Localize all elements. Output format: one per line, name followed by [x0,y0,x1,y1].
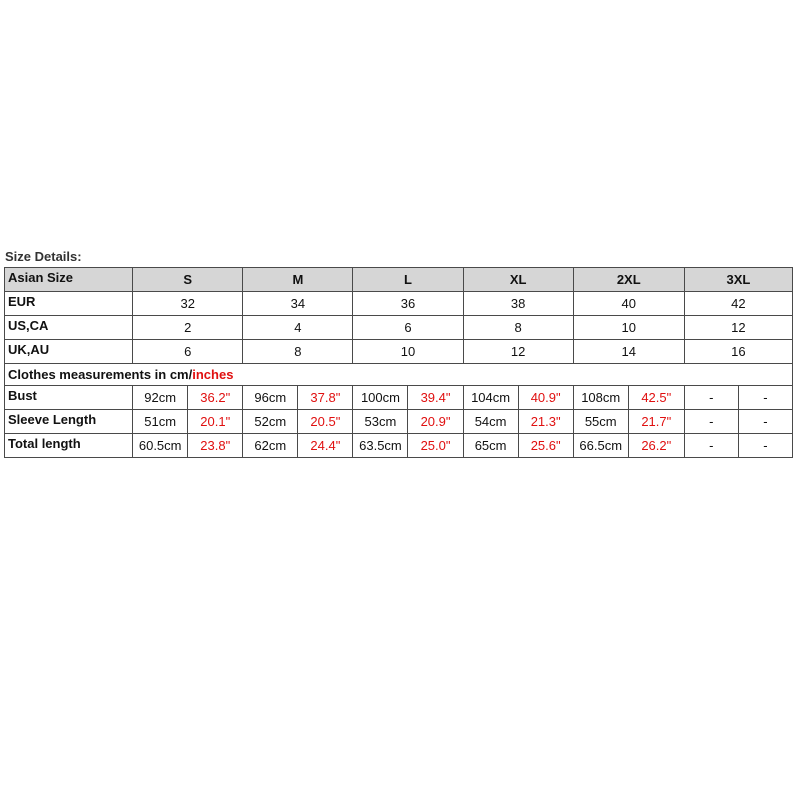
table-cell: 38 [463,292,573,316]
cm-cell: 100cm [353,386,408,410]
table-cell: 2 [133,316,243,340]
cm-cell: 92cm [133,386,188,410]
size-header-s: S [133,268,243,292]
row-label: EUR [5,292,133,316]
inch-cell: 36.2" [188,386,243,410]
row-label: Sleeve Length [5,410,133,434]
table-cell: 8 [463,316,573,340]
inch-cell: 37.8" [298,386,353,410]
table-cell: 14 [573,340,684,364]
table-cell: 34 [243,292,353,316]
cm-cell: 51cm [133,410,188,434]
table-cell: 4 [243,316,353,340]
inch-cell: - [738,386,792,410]
table-cell: 6 [353,316,463,340]
cm-cell: 53cm [353,410,408,434]
cm-cell: 63.5cm [353,434,408,458]
size-header-m: M [243,268,353,292]
inch-cell: 39.4" [408,386,463,410]
inch-cell: 21.3" [518,410,573,434]
cm-cell: 108cm [573,386,628,410]
table-cell: 16 [684,340,792,364]
table-row-eur [5,292,793,316]
cm-cell: 54cm [463,410,518,434]
table-row-us-ca [5,316,793,340]
table-cell: 8 [243,340,353,364]
measurements-heading-prefix: Clothes measurements in cm/ [8,367,193,382]
row-label: Total length [5,434,133,458]
measurements-heading-row [5,364,793,386]
size-header-l: L [353,268,463,292]
table-cell: 32 [133,292,243,316]
inch-cell: 20.9" [408,410,463,434]
size-header-xl: XL [463,268,573,292]
row-label: US,CA [5,316,133,340]
inch-cell: 25.0" [408,434,463,458]
cm-cell: 62cm [243,434,298,458]
cm-cell: 52cm [243,410,298,434]
cm-cell: 55cm [573,410,628,434]
table-cell: 12 [684,316,792,340]
table-row-uk-au [5,340,793,364]
table-row-bust [5,386,793,410]
header-row [5,268,793,292]
cm-cell: - [684,386,738,410]
cm-cell: - [684,434,738,458]
table-row-total-length [5,434,793,458]
cm-cell: 60.5cm [133,434,188,458]
cm-cell: 104cm [463,386,518,410]
size-header-2xl: 2XL [573,268,684,292]
inch-cell: 23.8" [188,434,243,458]
header-label: Asian Size [5,268,133,292]
row-label: Bust [5,386,133,410]
measurements-heading [5,364,793,386]
inch-cell: 42.5" [628,386,684,410]
table-cell: 10 [573,316,684,340]
table-cell: 42 [684,292,792,316]
cm-cell: 65cm [463,434,518,458]
row-label: UK,AU [5,340,133,364]
cm-cell: - [684,410,738,434]
cm-cell: 66.5cm [573,434,628,458]
table-cell: 36 [353,292,463,316]
inch-cell: 24.4" [298,434,353,458]
table-cell: 12 [463,340,573,364]
table-row-sleeve-length [5,410,793,434]
inch-cell: 20.5" [298,410,353,434]
table-cell: 10 [353,340,463,364]
inch-cell: 21.7" [628,410,684,434]
table-cell: 6 [133,340,243,364]
inch-cell: - [738,434,792,458]
measurements-heading-inches: inches [192,367,234,382]
cm-cell: 96cm [243,386,298,410]
page-title: Size Details: [5,249,82,264]
size-header-3xl: 3XL [684,268,792,292]
inch-cell: 40.9" [518,386,573,410]
inch-cell: 20.1" [188,410,243,434]
inch-cell: 26.2" [628,434,684,458]
inch-cell: - [738,410,792,434]
table-cell: 40 [573,292,684,316]
size-chart-table [4,267,793,458]
inch-cell: 25.6" [518,434,573,458]
